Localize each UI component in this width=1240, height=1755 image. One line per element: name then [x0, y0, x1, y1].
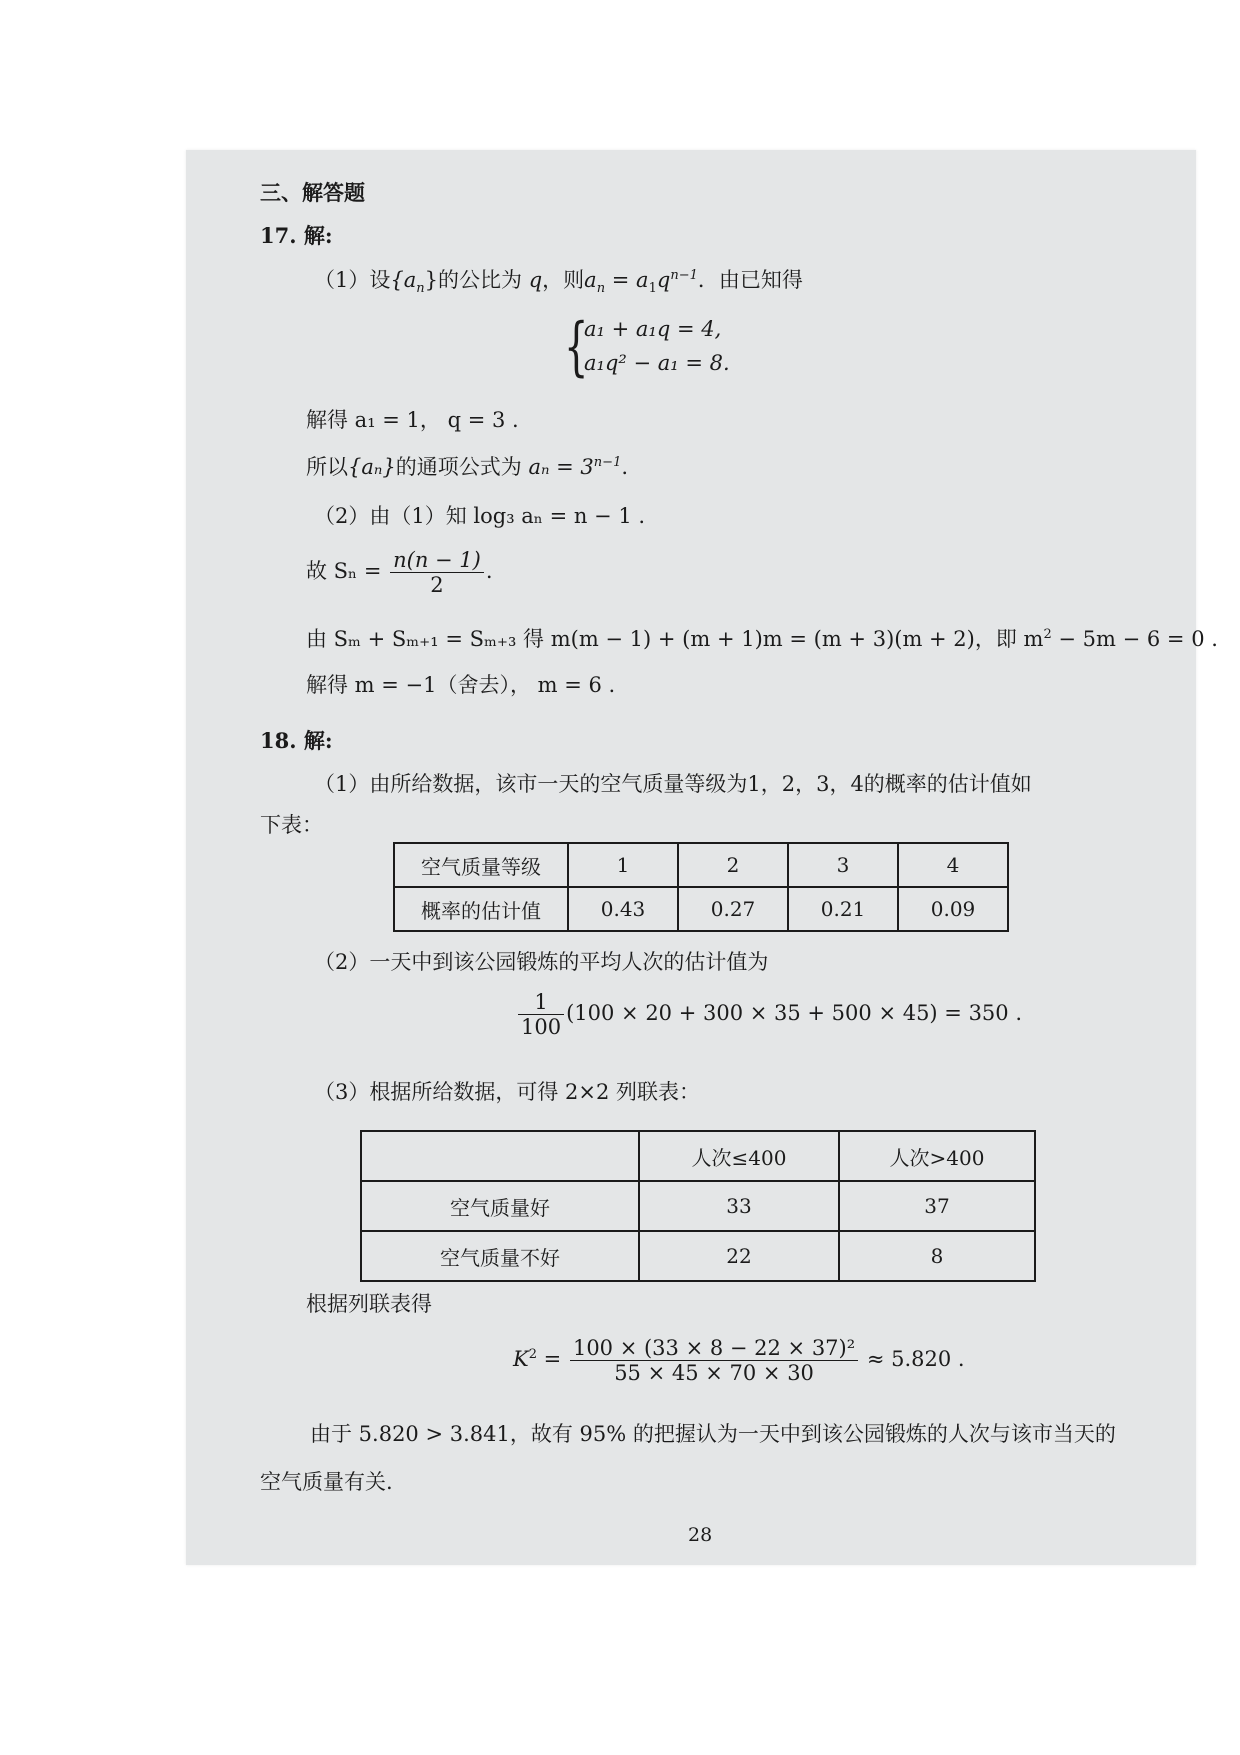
table-cell: 空气质量不好 — [361, 1231, 639, 1281]
table-cell: 0.43 — [568, 887, 678, 931]
table-header-cell: 3 — [788, 843, 898, 887]
section-title: 三、解答题 — [260, 180, 365, 205]
p18-line-6: 空气质量有关. — [260, 1470, 393, 1494]
p17-line-5: 故 Sₙ = $\frac{n(n - 1)}{2}$ . — [306, 548, 493, 598]
average-formula: $\frac{1}{100}$ (100 × 20 + 300 × 35 + 500 × 45) = 350 . — [516, 990, 1022, 1039]
page-number: 28 — [688, 1524, 713, 1546]
equation-2: a₁q² − a₁ = 8. — [584, 351, 730, 375]
table-cell: 22 — [639, 1231, 839, 1281]
table-header-cell — [361, 1131, 639, 1181]
p17-line-4: （2）由（1）知 log₃ aₙ = n − 1 . — [314, 504, 646, 528]
table-header-cell: 4 — [898, 843, 1008, 887]
table-header-cell: 人次≤400 — [639, 1131, 839, 1181]
p17-line-6: 由 Sₘ + Sₘ₊₁ = Sₘ₊₃ 得 m(m − 1) + (m + 1)m = (m + 3)(m + 2)，即 $m^2 - 5m - 6 = 0$ . — [306, 627, 1218, 651]
p17-line-7: 解得 m = −1（舍去）， m = 6 . — [306, 673, 616, 697]
p18-line-4: 根据列联表得 — [306, 1292, 432, 1316]
table-cell: 37 — [839, 1181, 1035, 1231]
table-header-cell: 2 — [678, 843, 788, 887]
fraction-sn: $\frac{n(n - 1)}{2}$ — [390, 548, 484, 597]
p18-line-5: 由于 5.820 > 3.841，故有 95% 的把握认为一天中到该公园锻炼的人次与该市当天的 — [310, 1422, 1116, 1446]
table-row — [361, 1181, 1035, 1231]
fraction-one-hundredth: $\frac{1}{100}$ — [518, 990, 564, 1039]
equation-1: a₁ + a₁q = 4, — [584, 317, 722, 341]
document-page — [186, 150, 1218, 1565]
table-cell: 33 — [639, 1181, 839, 1231]
table-header-cell: 人次>400 — [839, 1131, 1035, 1181]
table-header-cell: 空气质量等级 — [394, 843, 568, 887]
table-row — [361, 1131, 1035, 1181]
table-cell: 0.21 — [788, 887, 898, 931]
table-cell: 概率的估计值 — [394, 887, 568, 931]
p17-line-1: （1）设$\{a_n\}$的公比为 q，则$a_n = a_1q^{n-1}$．由已知得 — [314, 268, 803, 297]
table-cell: 0.27 — [678, 887, 788, 931]
table-cell: 空气质量好 — [361, 1181, 639, 1231]
p18-line-3: （3）根据所给数据，可得 2×2 列联表： — [314, 1080, 701, 1104]
table-row — [361, 1231, 1035, 1281]
table-row — [394, 887, 1008, 931]
p17-line-3: 所以{aₙ}的通项公式为 $a_n = 3^{n-1}$. — [306, 455, 629, 479]
table-row — [394, 843, 1008, 887]
p18-line-1b: 下表： — [260, 813, 323, 837]
p18-line-2: （2）一天中到该公园锻炼的平均人次的估计值为 — [314, 950, 769, 974]
table-cell: 8 — [839, 1231, 1035, 1281]
p18-line-1: （1）由所给数据，该市一天的空气质量等级为1，2，3，4的概率的估计值如 — [314, 772, 1032, 796]
probability-table — [393, 842, 1009, 932]
problem-17-heading: 17. 解: — [260, 223, 333, 248]
chi-square-formula: $K^2$ = $\frac{\text{100 × (33 × 8 − 22 × 37)²}}{55 \times 45 \times 70 \times 30}$ ≈ 5.820 . — [513, 1336, 965, 1386]
table-header-cell: 1 — [568, 843, 678, 887]
brace-symbol: { — [564, 310, 589, 384]
contingency-table — [360, 1130, 1036, 1282]
equation-system — [564, 310, 730, 384]
fraction-chi-square: $\frac{\text{100 × (33 × 8 − 22 × 37)²}}{55 \times 45 \times 70 \times 30}$ — [570, 1336, 858, 1385]
p17-line-2: 解得 a₁ = 1， q = 3 . — [306, 408, 519, 432]
table-cell: 0.09 — [898, 887, 1008, 931]
problem-18-heading: 18. 解: — [260, 728, 333, 753]
